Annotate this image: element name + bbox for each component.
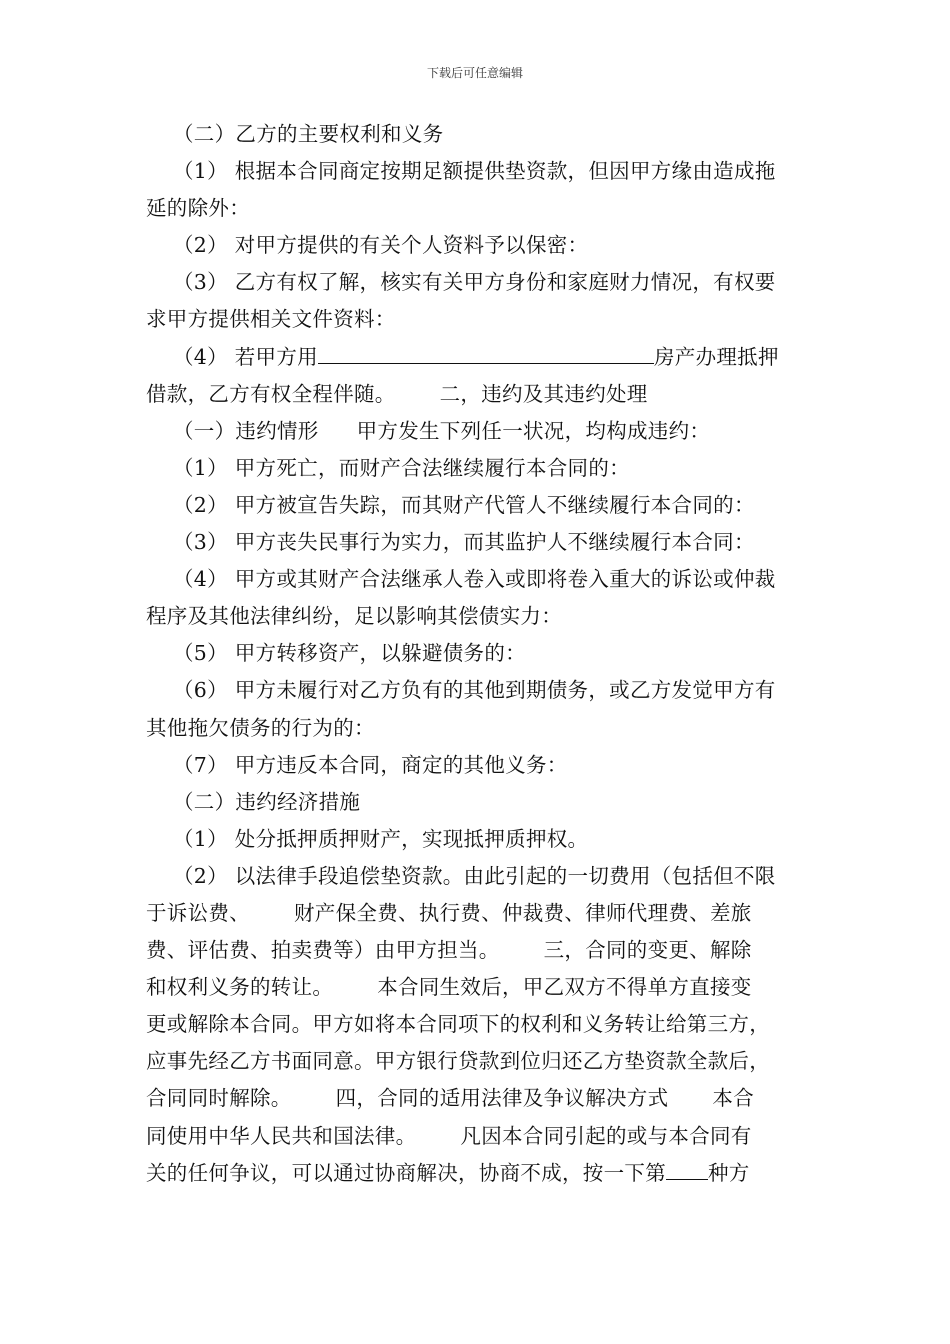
paragraph-line-with-blank <box>146 1155 808 1192</box>
paragraph-line: （1） 甲方死亡，而财产合法继续履行本合同的： <box>173 455 630 480</box>
line-text: 甲方发生下列任一状况，均构成违约： <box>356 418 711 443</box>
line-text: （4） 若甲方用 <box>173 344 318 369</box>
section-heading-breach: 二，违约及其违约处理 <box>439 381 648 406</box>
paragraph-line <box>146 1118 808 1155</box>
paragraph-line: （2） 对甲方提供的有关个人资料予以保密： <box>173 233 589 258</box>
paragraph-line: （2） 甲方被宣告失踪，而其财产代管人不继续履行本合同的： <box>173 492 755 517</box>
line-text: 关的任何争议，可以通过协商解决，协商不成，按一下第 <box>146 1160 666 1185</box>
paragraph-line: 更或解除本合同。甲方如将本合同项下的权利和义务转让给第三方， <box>146 1012 770 1037</box>
paragraph-line: （1） 处分抵押质押财产，实现抵押质押权。 <box>173 826 589 851</box>
paragraph-line: （4） 甲方或其财产合法继承人卷入或即将卷入重大的诉讼或仲裁 <box>173 567 776 592</box>
line-text: 本合 <box>712 1086 755 1111</box>
paragraph-line-with-blank <box>146 339 808 376</box>
line-text: 房产办理抵押 <box>653 344 779 369</box>
paragraph-line <box>146 376 808 413</box>
paragraph-line: （7） 甲方违反本合同，商定的其他义务： <box>173 752 568 777</box>
paragraph-line: 程序及其他法律纠纷，足以影响其偿债实力： <box>146 604 562 629</box>
line-text: 种方 <box>708 1160 750 1185</box>
page-header: 下载后可任意编辑 <box>426 66 523 80</box>
paragraph-line <box>146 932 808 969</box>
paragraph-line: （1） 根据本合同商定按期足额提供垫资款，但因甲方缘由造成拖 <box>173 159 776 184</box>
paragraph-line: （6） 甲方未履行对乙方负有的其他到期债务，或乙方发觉甲方有 <box>173 678 776 703</box>
line-text: 同使用中华人民共和国法律。 <box>146 1123 417 1148</box>
line-text: 借款，乙方有权全程伴随。 <box>146 381 396 406</box>
paragraph-line: 延的除外： <box>146 196 250 221</box>
paragraph-line: （3） 甲方丧失民事行为实力，而其监护人不继续履行本合同： <box>173 530 755 555</box>
document-body <box>146 116 808 1192</box>
paragraph-line: （2） 以法律手段追偿垫资款。由此引起的一切费用（包括但不限 <box>173 863 776 888</box>
fill-in-blank <box>318 341 654 364</box>
section-heading-amendment: 三，合同的变更、解除 <box>543 938 752 963</box>
line-text: 费、评估费、拍卖费等）由甲方担当。 <box>146 938 500 963</box>
paragraph-line: 应事先经乙方书面同意。甲方银行贷款到位归还乙方垫资款全款后， <box>146 1049 770 1074</box>
section-heading-law: 四，合同的适用法律及争议解决方式 <box>335 1086 669 1111</box>
section-title-party-b-rights: （二）乙方的主要权利和义务 <box>173 122 444 146</box>
paragraph-line: （5） 甲方转移资产，以躲避债务的： <box>173 641 526 666</box>
line-text: 本合同生效后，甲乙双方不得单方直接变 <box>377 975 752 1000</box>
paragraph-line: （3） 乙方有权了解，核实有关甲方身份和家庭财力情况，有权要 <box>173 270 776 295</box>
paragraph-line <box>146 1080 808 1117</box>
subsection-heading: （二）违约经济措施 <box>173 789 361 814</box>
paragraph-line: 求甲方提供相关文件资料： <box>146 307 396 332</box>
subsection-heading: （一）违约情形 <box>173 418 319 443</box>
line-text: 凡因本合同引起的或与本合同有 <box>460 1123 752 1148</box>
fill-in-blank <box>666 1157 708 1180</box>
line-text: 于诉讼费、 <box>146 900 250 925</box>
paragraph-line <box>146 969 808 1006</box>
line-text: 和权利义务的转让。 <box>146 975 334 1000</box>
paragraph-line <box>146 895 808 932</box>
paragraph-line <box>146 413 808 450</box>
line-text: 合同同时解除。 <box>146 1086 292 1111</box>
line-text: 财产保全费、执行费、仲裁费、律师代理费、差旅 <box>294 900 752 925</box>
paragraph-line: 其他拖欠债务的行为的： <box>146 715 375 740</box>
